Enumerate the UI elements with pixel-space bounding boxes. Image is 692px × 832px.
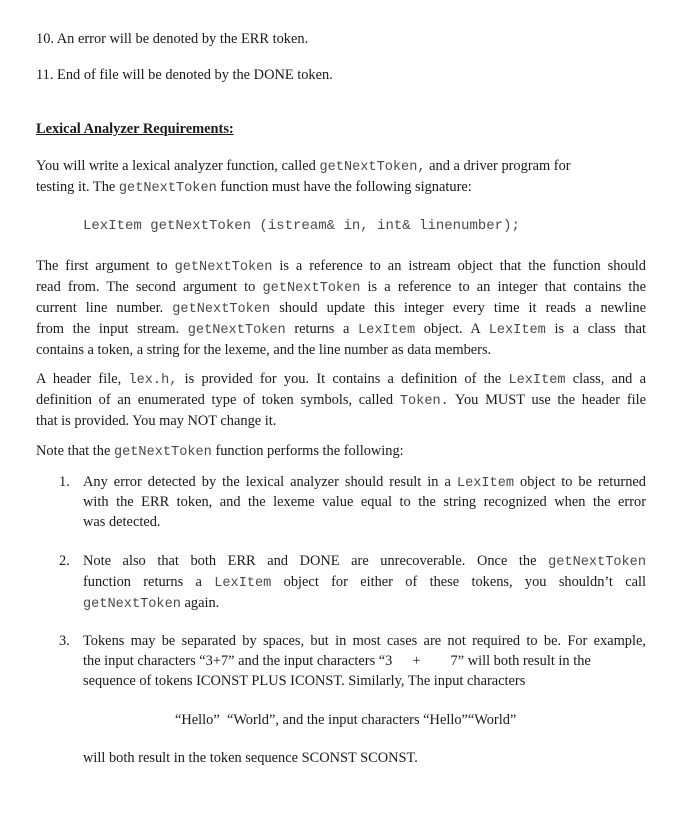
list2-line-3: getNextToken again. xyxy=(83,595,220,612)
function-signature: LexItem getNextToken (istream& in, int& linenumber); xyxy=(83,218,520,234)
para2-line-2: definition of an enumerated type of token symbols, called Token. You MUST use the header file xyxy=(36,392,646,409)
intro-line-2: testing it. The getNextToken function must have the following signature: xyxy=(36,179,472,196)
list1-line-1: Any error detected by the lexical analyzer should result in a LexItem object to be returned xyxy=(83,474,646,491)
list3-line-5: will both result in the token sequence SCONST SCONST. xyxy=(83,750,418,766)
para1-line-5: contains a token, a string for the lexeme, and the line number as data members. xyxy=(36,342,492,358)
para2-line-3: that is provided. You may NOT change it. xyxy=(36,413,277,429)
para1-line-3: current line number. getNextToken should update this integer every time it reads a newline xyxy=(36,300,646,317)
para1-line-2: read from. The second argument to getNextToken is a reference to an integer that contains the xyxy=(36,279,646,296)
list3-line-1: Tokens may be separated by spaces, but in most cases are not required to be. For example, xyxy=(83,633,646,649)
para2-line-1: A header file, lex.h, is provided for you. It contains a definition of the LexItem class, and a xyxy=(36,371,647,388)
para1-line-4: from the input stream. getNextToken returns a LexItem object. A LexItem is a class that xyxy=(36,321,646,338)
item-10: 10. An error will be denoted by the ERR token. xyxy=(36,31,309,47)
list3-example-line: “Hello” “World”, and the input characters “Hello”“World” xyxy=(175,712,517,728)
list-number-1: 1. xyxy=(59,474,70,490)
code-getnexttoken: getNextToken xyxy=(118,181,217,196)
section-heading: Lexical Analyzer Requirements: xyxy=(36,121,234,137)
list-number-2: 2. xyxy=(59,553,70,569)
item-11: 11. End of file will be denoted by the DONE token. xyxy=(36,67,333,83)
list-number-3: 3. xyxy=(59,633,70,649)
list1-line-2: with the ERR token, and the lexeme value equal to the string recognized when the error xyxy=(83,494,646,510)
para3-line: Note that the getNextToken function performs the following: xyxy=(36,443,404,460)
list2-line-1: Note also that both ERR and DONE are unrecoverable. Once the getNextToken xyxy=(83,553,646,570)
intro-line-1: You will write a lexical analyzer function, called getNextToken, and a driver program for xyxy=(36,158,571,175)
list2-line-2: function returns a LexItem object for either of these tokens, you shouldn’t call xyxy=(83,574,646,591)
list3-line-2: the input characters “3+7” and the input characters “3 + 7” will both result in the xyxy=(83,653,591,669)
code-getnexttoken: getNextToken, xyxy=(319,160,426,175)
para1-line-1: The first argument to getNextToken is a reference to an istream object that the function should xyxy=(36,258,646,275)
list1-line-3: was detected. xyxy=(83,514,161,530)
list3-line-3: sequence of tokens ICONST PLUS ICONST. Similarly, The input characters xyxy=(83,673,526,689)
